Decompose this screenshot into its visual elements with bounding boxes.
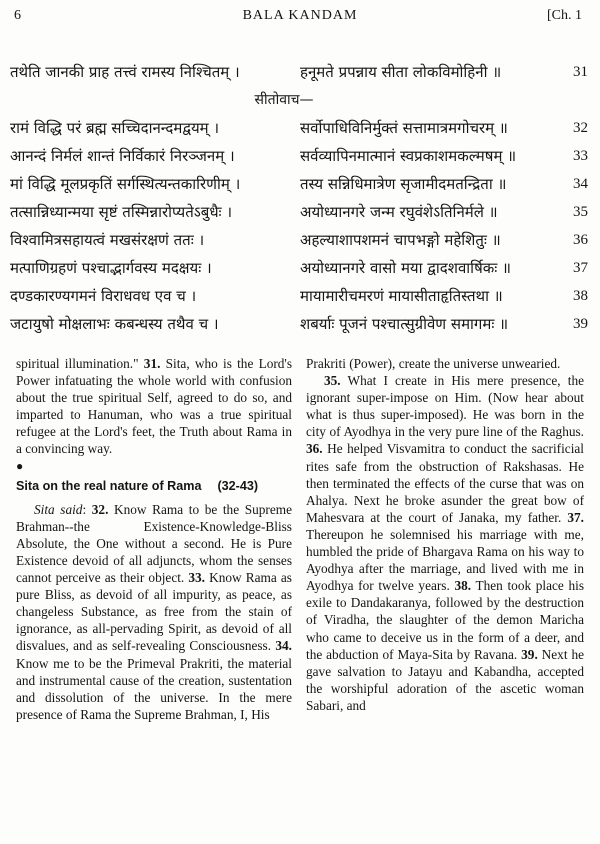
paragraph: 35. What I create in His mere presence, the ignorant super-impose on Him. (Now hear about what is thus super-imposed). He was born in the city of Ayodhya in the very pure line of the Raghus. 36. He helped Visvamitra to conduct the sacrificial rites safe from the obstruction of Rakshasas. He then terminated the effects of the curse that was on Ahalya. Next he broke asunder the great bow of Mahesvara at the court of Janaka, my father. 37. Thereupon he solemnised his marriage with me, humbled the pride of Bhargava Rama on his way to Ayodhya after the marriage, and lived with me in Ayodhya for twelve years. 38. Then took place his exile to Dandakaranya, followed by the destruction of Viradha, the slaughter of the demon Maricha who came to deceive us in the form of a deer, and the abduction of Maya-Sita by Ravana. 39. Next he gave salvation to Jatayu and Kabandha, accepted the worshipful adoration of the ascetic woman Sabari, and <box>306 373 584 713</box>
verse-line-second: तस्य सन्निधिमात्रेण सृजामीदमतन्द्रिता ॥ <box>300 175 507 193</box>
verse-line-first: मां विद्धि मूलप्रकृतिं सर्गस्थित्यन्तकारिणीम् । <box>10 175 241 193</box>
section-range: (32-43) <box>217 478 259 493</box>
verse-line-first: मत्पाणिग्रहणं पश्चाद्भार्गवस्य मदक्षयः । <box>10 259 212 277</box>
verse-line-first: तथेति जानकी प्राह तत्त्वं रामस्य निश्चितम् । <box>10 63 240 81</box>
verse-number: 36 <box>573 232 588 248</box>
verse-line-second: सर्वोपाधिविनिर्मुक्तं सत्तामात्रमगोचरम् ॥ <box>300 119 508 137</box>
verse-number: 37 <box>573 260 588 276</box>
paragraph: Prakriti (Power), create the universe unwearied. <box>306 356 561 371</box>
verse-line-second: हनूमते प्रपन्नाय सीता लोकविमोहिनी ॥ <box>300 63 502 81</box>
running-title: BALA KANDAM <box>242 8 358 23</box>
verse-row <box>10 282 588 310</box>
verse-row <box>10 170 588 198</box>
verse-number: 35 <box>573 204 588 220</box>
verse-row <box>10 254 588 282</box>
page-number: 6 <box>14 8 21 23</box>
verse-number: 34 <box>573 176 588 192</box>
verse-row <box>10 142 588 170</box>
chapter-label: [Ch. 1 <box>547 8 582 23</box>
verse-line-second: मायामारीचमरणं मायासीताहृतिस्तथा ॥ <box>300 287 503 305</box>
section-title: Sita on the real nature of Rama <box>16 478 202 493</box>
translation-left-column <box>16 355 292 723</box>
bullet-icon: ● <box>16 458 24 473</box>
verse-number: 31 <box>573 64 588 80</box>
verse-line-first: जटायुषो मोक्षलाभः कबन्धस्य तथैव च । <box>10 315 219 333</box>
verse-row <box>10 310 588 338</box>
speaker-heading: सीतोवाच— <box>254 92 314 108</box>
verse-line-first: विश्वामित्रसहायत्वं मखसंरक्षणं ततः । <box>10 231 205 249</box>
page-header <box>14 6 586 28</box>
verse-line-second: शबर्याः पूजनं पश्चात्सुग्रीवेण समागमः ॥ <box>300 315 509 333</box>
verse-line-first: दण्डकारण्यगमनं विराधवध एव च । <box>10 287 197 305</box>
verse-row <box>10 58 588 86</box>
translation-right-column <box>306 355 584 714</box>
verse-line-second: अयोध्यानगरे वासो मया द्वादशवार्षिकः ॥ <box>300 259 512 277</box>
verse-line-second: अहल्याशापशमनं चापभङ्गो महेशितुः ॥ <box>300 231 501 249</box>
verse-number: 39 <box>573 316 588 332</box>
verse-row <box>10 226 588 254</box>
verse-row <box>10 114 588 142</box>
verse-number: 38 <box>573 288 588 304</box>
paragraph: Sita said: 32. Know Rama to be the Supreme Brahman--the Existence-Knowledge-Bliss Absolute, the One without a second. He is Pure Existence devoid of all adjuncts, whom the senses cannot perceive as their object. 33. Know Rama as pure Bliss, as devoid of all impurity, as peace, as changeless Substance, as free from the stain of ignorance, as all-pervading Spirit, as devoid of all disvalues, and as self-revealing Consciousness. 34. Know me to be the Primeval Prakriti, the material and instrumental cause of the creation, sustentation and dissolution of the universe. In the mere presence of Rama the Supreme Brahman, I, His <box>16 501 292 722</box>
verse-line-first: आनन्दं निर्मलं शान्तं निर्विकारं निरञ्जनम् । <box>10 147 235 165</box>
verse-line-first: तत्सान्निध्यान्मया सृष्टं तस्मिन्नारोप्यतेऽबुधैः । <box>10 203 233 221</box>
speaker-label: Sita said <box>34 501 83 517</box>
verse-number: 32 <box>573 120 588 136</box>
sanskrit-verses <box>10 58 588 338</box>
section-heading <box>16 478 292 495</box>
paragraph: spiritual illumination." 31. Sita, who is the Lord's Power infatuating the whole world with confusion about the true spiritual Self, agreed to do so, and imparted to Hanuman, who was a true spiritual refugee at the Lord's feet, the Truth about Rama in a convincing way. <box>16 356 293 457</box>
verse-line-second: अयोध्यानगरे जन्म रघुवंशेऽतिनिर्मले ॥ <box>300 203 498 221</box>
verse-line-second: सर्वव्यापिनमात्मानं स्वप्रकाशमकल्मषम् ॥ <box>300 147 517 165</box>
verse-row <box>10 198 588 226</box>
verse-line-first: रामं विद्धि परं ब्रह्म सच्चिदानन्दमद्वयम् । <box>10 119 220 137</box>
verse-number: 33 <box>573 148 588 164</box>
